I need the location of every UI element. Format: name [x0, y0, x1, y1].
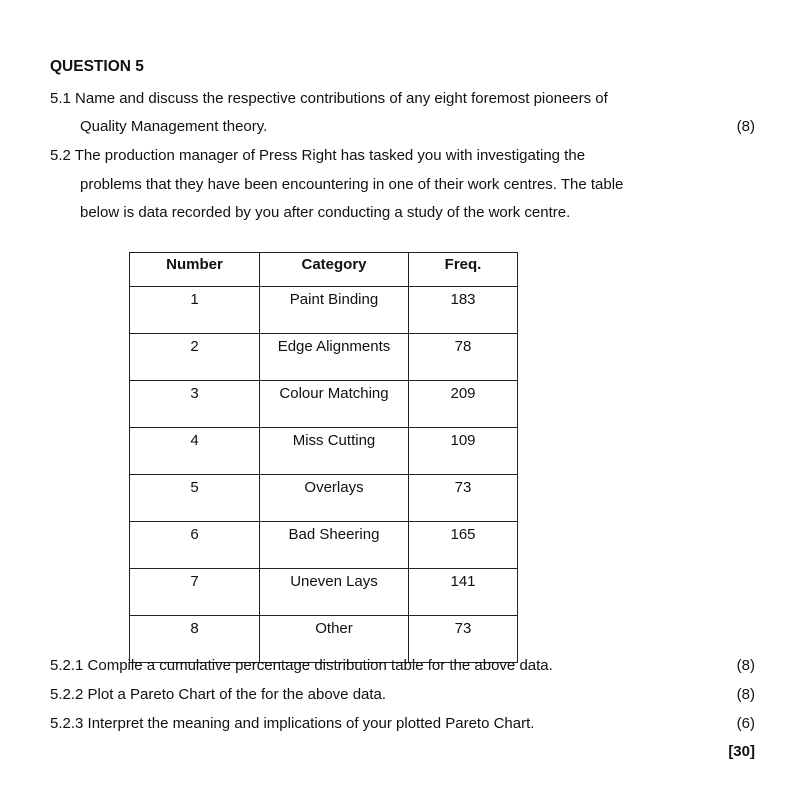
cell-freq: 109	[409, 428, 518, 475]
cell-number: 6	[130, 522, 260, 569]
table-row	[130, 334, 518, 381]
cell-number: 8	[130, 616, 260, 663]
subquestion-522-marks: (8)	[736, 686, 755, 703]
header-number: Number	[130, 253, 260, 287]
cell-freq: 73	[409, 616, 518, 663]
cell-number: 4	[130, 428, 260, 475]
subquestion-521: 5.2.1 Compile a cumulative percentage distribution table for the above data.	[50, 657, 553, 674]
subquestion-523: 5.2.3 Interpret the meaning and implications of your plotted Pareto Chart.	[50, 715, 535, 732]
q51-marks: (8)	[736, 118, 755, 135]
cell-freq: 78	[409, 334, 518, 381]
table-row	[130, 522, 518, 569]
question-title: QUESTION 5	[50, 58, 144, 75]
table-row	[130, 287, 518, 334]
q52-line3: below is data recorded by you after conducting a study of the work centre.	[80, 204, 571, 221]
cell-category: Uneven Lays	[260, 569, 409, 616]
cell-number: 2	[130, 334, 260, 381]
subquestion-521-marks: (8)	[736, 657, 755, 674]
cell-freq: 141	[409, 569, 518, 616]
q51-line1: 5.1 Name and discuss the respective contributions of any eight foremost pioneers of	[50, 90, 608, 107]
cell-category: Overlays	[260, 475, 409, 522]
table-row	[130, 381, 518, 428]
cell-number: 1	[130, 287, 260, 334]
q52-line2: problems that they have been encountering in one of their work centres. The table	[80, 176, 624, 193]
table-row	[130, 569, 518, 616]
cell-freq: 209	[409, 381, 518, 428]
table-row	[130, 616, 518, 663]
subquestion-522: 5.2.2 Plot a Pareto Chart of the for the above data.	[50, 686, 387, 703]
q51-line2: Quality Management theory.	[80, 118, 268, 135]
cell-category: Paint Binding	[260, 287, 409, 334]
cell-category: Edge Alignments	[260, 334, 409, 381]
table-header-row	[130, 253, 518, 287]
q52-line1: 5.2 The production manager of Press Right has tasked you with investigating the	[50, 147, 586, 164]
cell-category: Miss Cutting	[260, 428, 409, 475]
table-row	[130, 475, 518, 522]
cell-number: 3	[130, 381, 260, 428]
cell-freq: 183	[409, 287, 518, 334]
cell-freq: 165	[409, 522, 518, 569]
total-marks: [30]	[728, 743, 755, 760]
cell-number: 5	[130, 475, 260, 522]
table-row	[130, 428, 518, 475]
cell-category: Other	[260, 616, 409, 663]
cell-freq: 73	[409, 475, 518, 522]
cell-category: Bad Sheering	[260, 522, 409, 569]
header-freq: Freq.	[409, 253, 518, 287]
subquestion-523-marks: (6)	[736, 715, 755, 732]
header-category: Category	[260, 253, 409, 287]
frequency-table	[129, 252, 518, 663]
cell-category: Colour Matching	[260, 381, 409, 428]
cell-number: 7	[130, 569, 260, 616]
